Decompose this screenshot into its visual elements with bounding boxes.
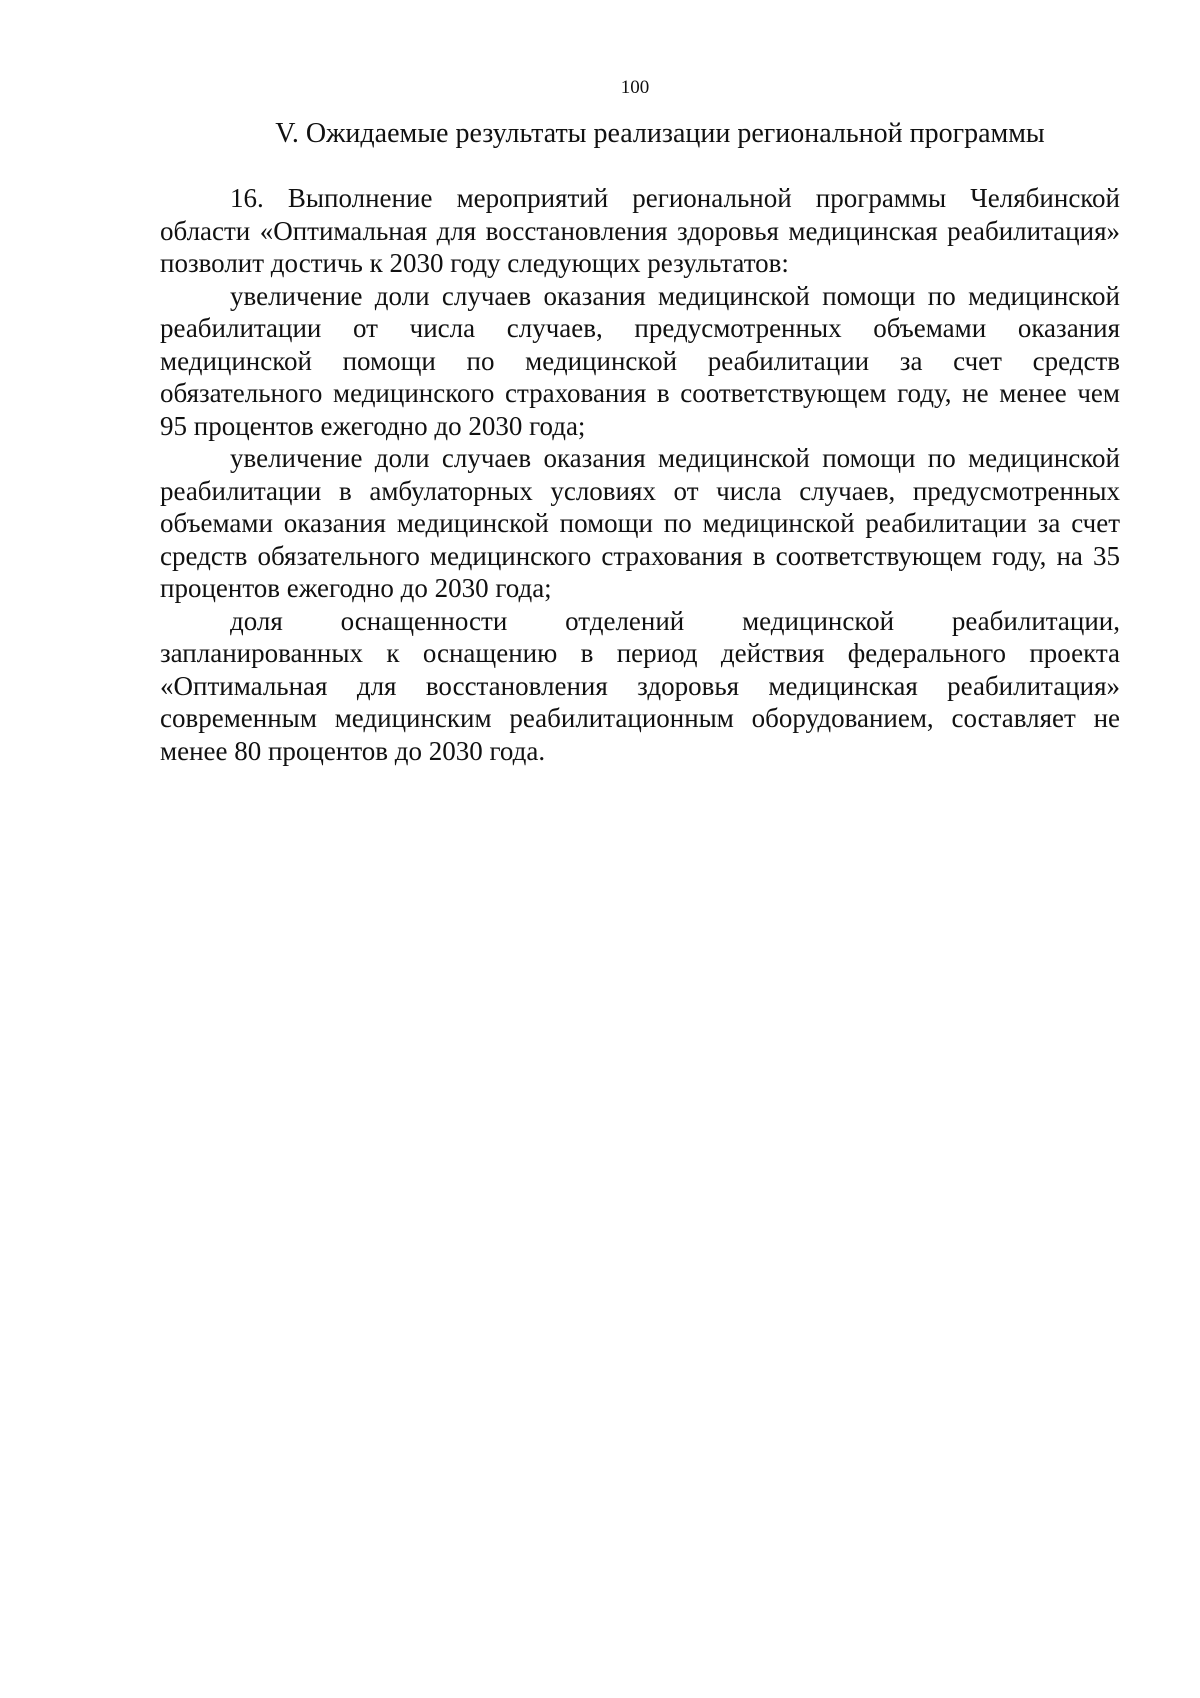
page-number: 100	[620, 77, 650, 98]
paragraph-result-2: увеличение доли случаев оказания медицинской помощи по медицинской реабилитации в амбулаторных условиях от числа случаев, предусмотренных объемами оказания медицинской помощи по медицинской реабилитации за счет средств обязательного медицинского страхования в соответствующем году, на 35 процентов ежегодно до 2030 года;	[160, 443, 1120, 603]
document-body	[160, 182, 1120, 767]
section-title: V. Ожидаемые результаты реализации региональной программы	[275, 118, 1045, 149]
paragraph-result-3: доля оснащенности отделений медицинской реабилитации, запланированных к оснащению в период действия федерального проекта «Оптимальная для восстановления здоровья медицинская реабилитация» современным медицинским реабилитационным оборудованием, составляет не менее 80 процентов до 2030 года.	[160, 605, 1120, 766]
paragraph-intro: 16. Выполнение мероприятий региональной программы Челябинской области «Оптимальная для восстановления здоровья медицинская реабилитация» позволит достичь к 2030 году следующих результатов:	[160, 183, 1120, 278]
paragraph-result-1: увеличение доли случаев оказания медицинской помощи по медицинской реабилитации от числа случаев, предусмотренных объемами оказания медицинской помощи по медицинской реабилитации за счет средств обязательного медицинского страхования в соответствующем году, не менее чем 95 процентов ежегодно до 2030 года;	[160, 280, 1120, 441]
